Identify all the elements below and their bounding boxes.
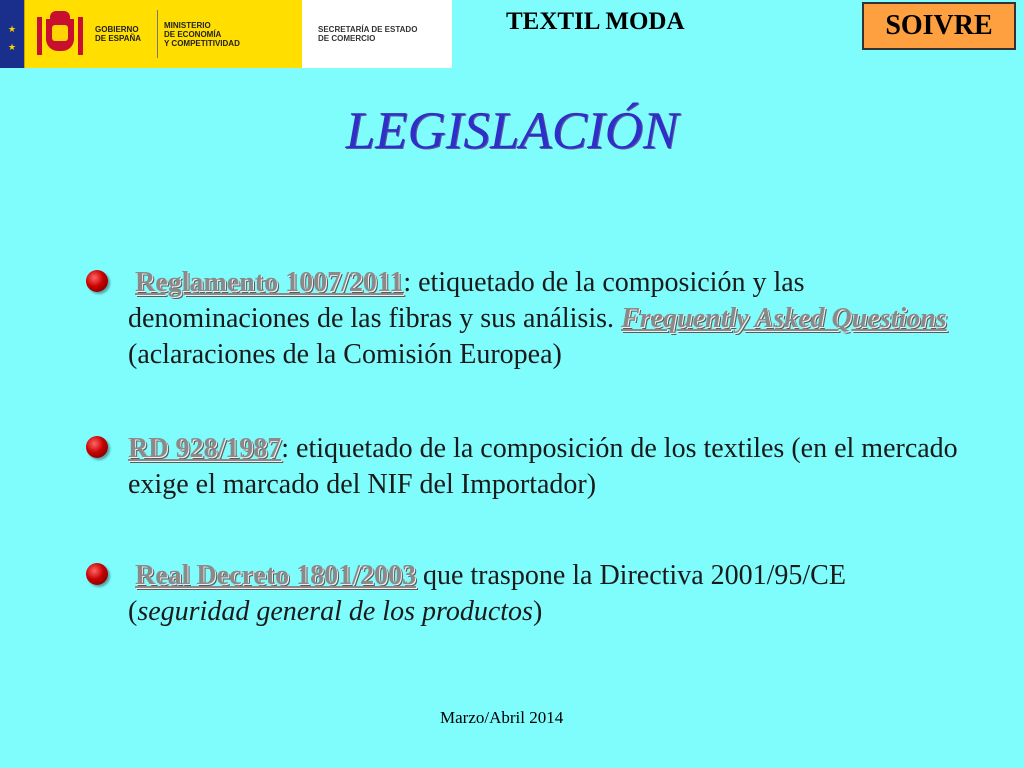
bullet-item-real-decreto [128, 558, 968, 630]
secretariat-logo [302, 0, 452, 68]
logo-divider [157, 10, 158, 58]
bullet-icon [86, 436, 108, 458]
soivre-badge: SOIVRE [862, 2, 1016, 50]
bullet-text: que traspone la Directiva 2001/95/CE ( [128, 560, 846, 627]
link-rd-928-1987[interactable]: RD 928/1987 [128, 433, 282, 464]
link-real-decreto-1801-2003[interactable]: Real Decreto 1801/2003 [135, 560, 416, 591]
bullet-text: (aclaraciones de la Comisión Europea) [128, 339, 562, 370]
slide-title: LEGISLACIÓN [345, 102, 679, 160]
government-ministry-logo [25, 0, 302, 68]
bullet-icon [86, 563, 108, 585]
bullet-text: : etiquetado de la composición y las denominaciones de las fibras y sus análisis. [128, 267, 805, 334]
bullet-text: ) [532, 596, 543, 627]
coat-of-arms-icon [37, 11, 83, 57]
bullet-icon [86, 270, 108, 292]
bullet-text: : etiquetado de la composición de los textiles (en el mercado exige el marcado del NIF del Importador) [128, 433, 958, 500]
bullet-italic-text: seguridad general de los productos [137, 596, 533, 627]
secretariat-label: SECRETARÍA DE ESTADO DE COMERCIO [318, 25, 418, 43]
government-logo [0, 0, 452, 68]
footer-date: Marzo/Abril 2014 [440, 708, 564, 727]
eu-flag-icon [0, 0, 25, 68]
government-label: GOBIERNO DE ESPAÑA [95, 25, 142, 43]
bullet-item-rd-928 [128, 431, 968, 503]
bullet-item-reglamento [128, 265, 968, 373]
header-title: TEXTIL MODA [506, 8, 685, 35]
link-faq[interactable]: Frequently Asked Questions [621, 303, 947, 334]
ministry-label: MINISTERIO DE ECONOMÍA Y COMPETITIVIDAD [164, 20, 240, 48]
link-reglamento-1007-2011[interactable]: Reglamento 1007/2011 [135, 267, 404, 298]
